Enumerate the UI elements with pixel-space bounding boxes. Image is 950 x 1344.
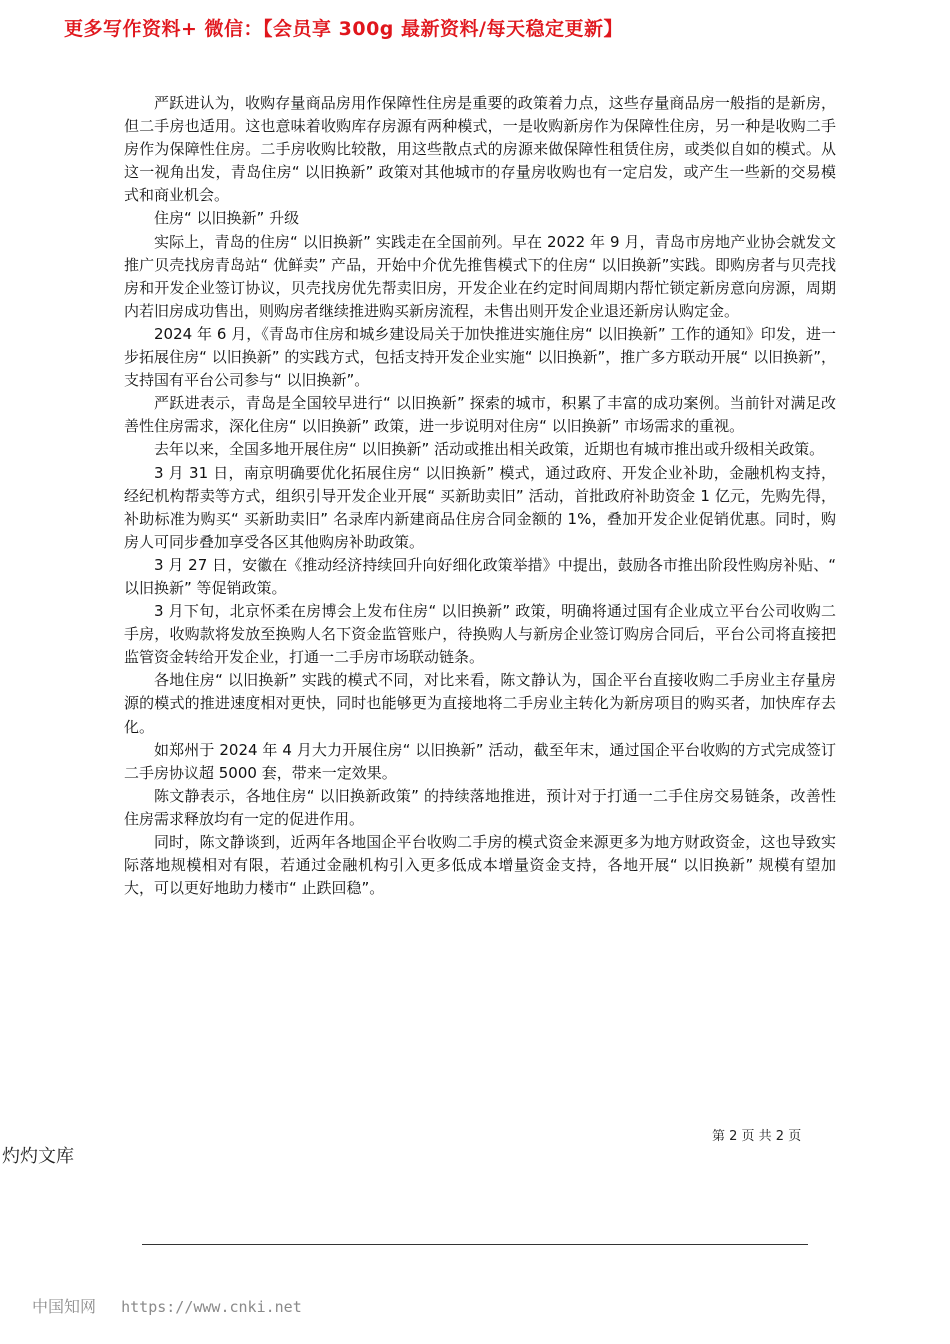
article-paragraph: 严跃进表示，青岛是全国较早进行“ 以旧换新” 探索的城市，积累了丰富的成功案例。当前针对满足改善性住房需求，深化住房“ 以旧换新” 政策，进一步说明对住房“ 以旧换新” 市场需求的重视。 <box>124 394 836 436</box>
article-paragraph: 3 月下旬，北京怀柔在房博会上发布住房“ 以旧换新” 政策，明确将通过国有企业成立平台公司收购二手房，收购款将发放至换购人名下资金监管账户，待换购人与新房企业签订购房合同后，平台公司将直接把监管资金转给开发企业，打通一二手房市场联动链条。 <box>124 602 836 667</box>
article-paragraph: 去年以来，全国多地开展住房“ 以旧换新” 活动或推出相关政策，近期也有城市推出或升级相关政策。 <box>154 440 825 459</box>
footer-divider <box>142 1244 808 1245</box>
article-paragraph: 严跃进认为，收购存量商品房用作保障性住房是重要的政策着力点，这些存量商品房一般指的是新房，但二手房也适用。这也意味着收购库存房源有两种模式，一是收购新房作为保障性住房，另一种是收购二手房作为保障性住房。二手房收购比较散，用这些散点式的房源来做保障性租赁住房，或类似自如的模式。从这一视角出发，青岛住房“ 以旧换新” 政策对其他城市的存量房收购也有一定启发，或产生一些新的交易模式和商业机会。 <box>124 94 836 205</box>
article-paragraph: 3 月 31 日，南京明确要优化拓展住房“ 以旧换新” 模式，通过政府、开发企业补助，金融机构支持，经纪机构帮卖等方式，组织引导开发企业开展“ 买新助卖旧” 活动，首批政府补助资金 1 亿元，先购先得，补助标准为购买“ 买新助卖旧” 名录库内新建商品住房合同金额的 1%，叠加开发企业促销优惠。同时，购房人可同步叠加享受各区其他购房补助政策。 <box>124 463 836 551</box>
article-paragraph: 如郑州于 2024 年 4 月大力开展住房“ 以旧换新” 活动，截至年末，通过国企平台收购的方式完成签订二手房协议超 5000 套，带来一定效果。 <box>124 740 836 782</box>
article-paragraph: 2024 年 6 月，《青岛市住房和城乡建设局关于加快推进实施住房“ 以旧换新” 工作的通知》印发，进一步拓展住房“ 以旧换新” 的实践方式，包括支持开发企业实施“ 以旧换新”，推广多方联动开展“ 以旧换新”，支持国有平台公司参与“ 以旧换新”。 <box>124 324 836 390</box>
article-paragraph: 同时，陈文静谈到，近两年各地国企平台收购二手房的模式资金来源更多为地方财政资金，这也导致实际落地规模相对有限，若通过金融机构引入更多低成本增量资金支持，各地开展“ 以旧换新” 规模有望加大，可以更好地助力楼市“ 止跌回稳”。 <box>124 833 836 898</box>
article-paragraph: 实际上，青岛的住房“ 以旧换新” 实践走在全国前列。早在 2022 年 9 月，青岛市房地产业协会就发文推广贝壳找房青岛站“ 优鲜卖” 产品，开始中介优先推售模式下的住房“ 以旧换新”实践。即购房者与贝壳找房和开发企业签订协议，贝壳找房优先帮卖旧房，开发企业在约定时间周期内帮忙锁定新房意向房源，周期内若旧房成功售出，则购房者继续推进购买新房流程，未售出则开发企业退还新房认购定金。 <box>124 232 836 320</box>
page-number: 第 2 页 共 2 页 <box>712 1129 802 1144</box>
section-heading: 住房“ 以旧换新” 升级 <box>154 209 300 228</box>
promo-banner: 更多写作资料+ 微信：【会员享 300g 最新资料/每天稳定更新】 <box>64 18 623 40</box>
library-brand: 灼灼文库 <box>2 1146 74 1167</box>
article-paragraph: 陈文静表示，各地住房“ 以旧换新政策” 的持续落地推进，预计对于打通一二手住房交易链条，改善性住房需求释放均有一定的促进作用。 <box>124 786 836 828</box>
article-paragraph: 3 月 27 日，安徽在《推动经济持续回升向好细化政策举措》中提出，鼓励各市推出阶段性购房补贴、“ 以旧换新” 等促销政策。 <box>124 555 836 597</box>
source-url[interactable]: https://www.cnki.net <box>121 1298 302 1316</box>
article-paragraph: 各地住房“ 以旧换新” 实践的模式不同，对比来看，陈文静认为，国企平台直接收购二手房业主存量房源的模式的推进速度相对更快，同时也能够更为直接地将二手房业主转化为新房项目的购买者，加快库存去化。 <box>124 671 836 736</box>
article-body <box>124 92 836 900</box>
source-site: 中国知网 <box>32 1297 97 1316</box>
source-watermark <box>32 1294 302 1317</box>
